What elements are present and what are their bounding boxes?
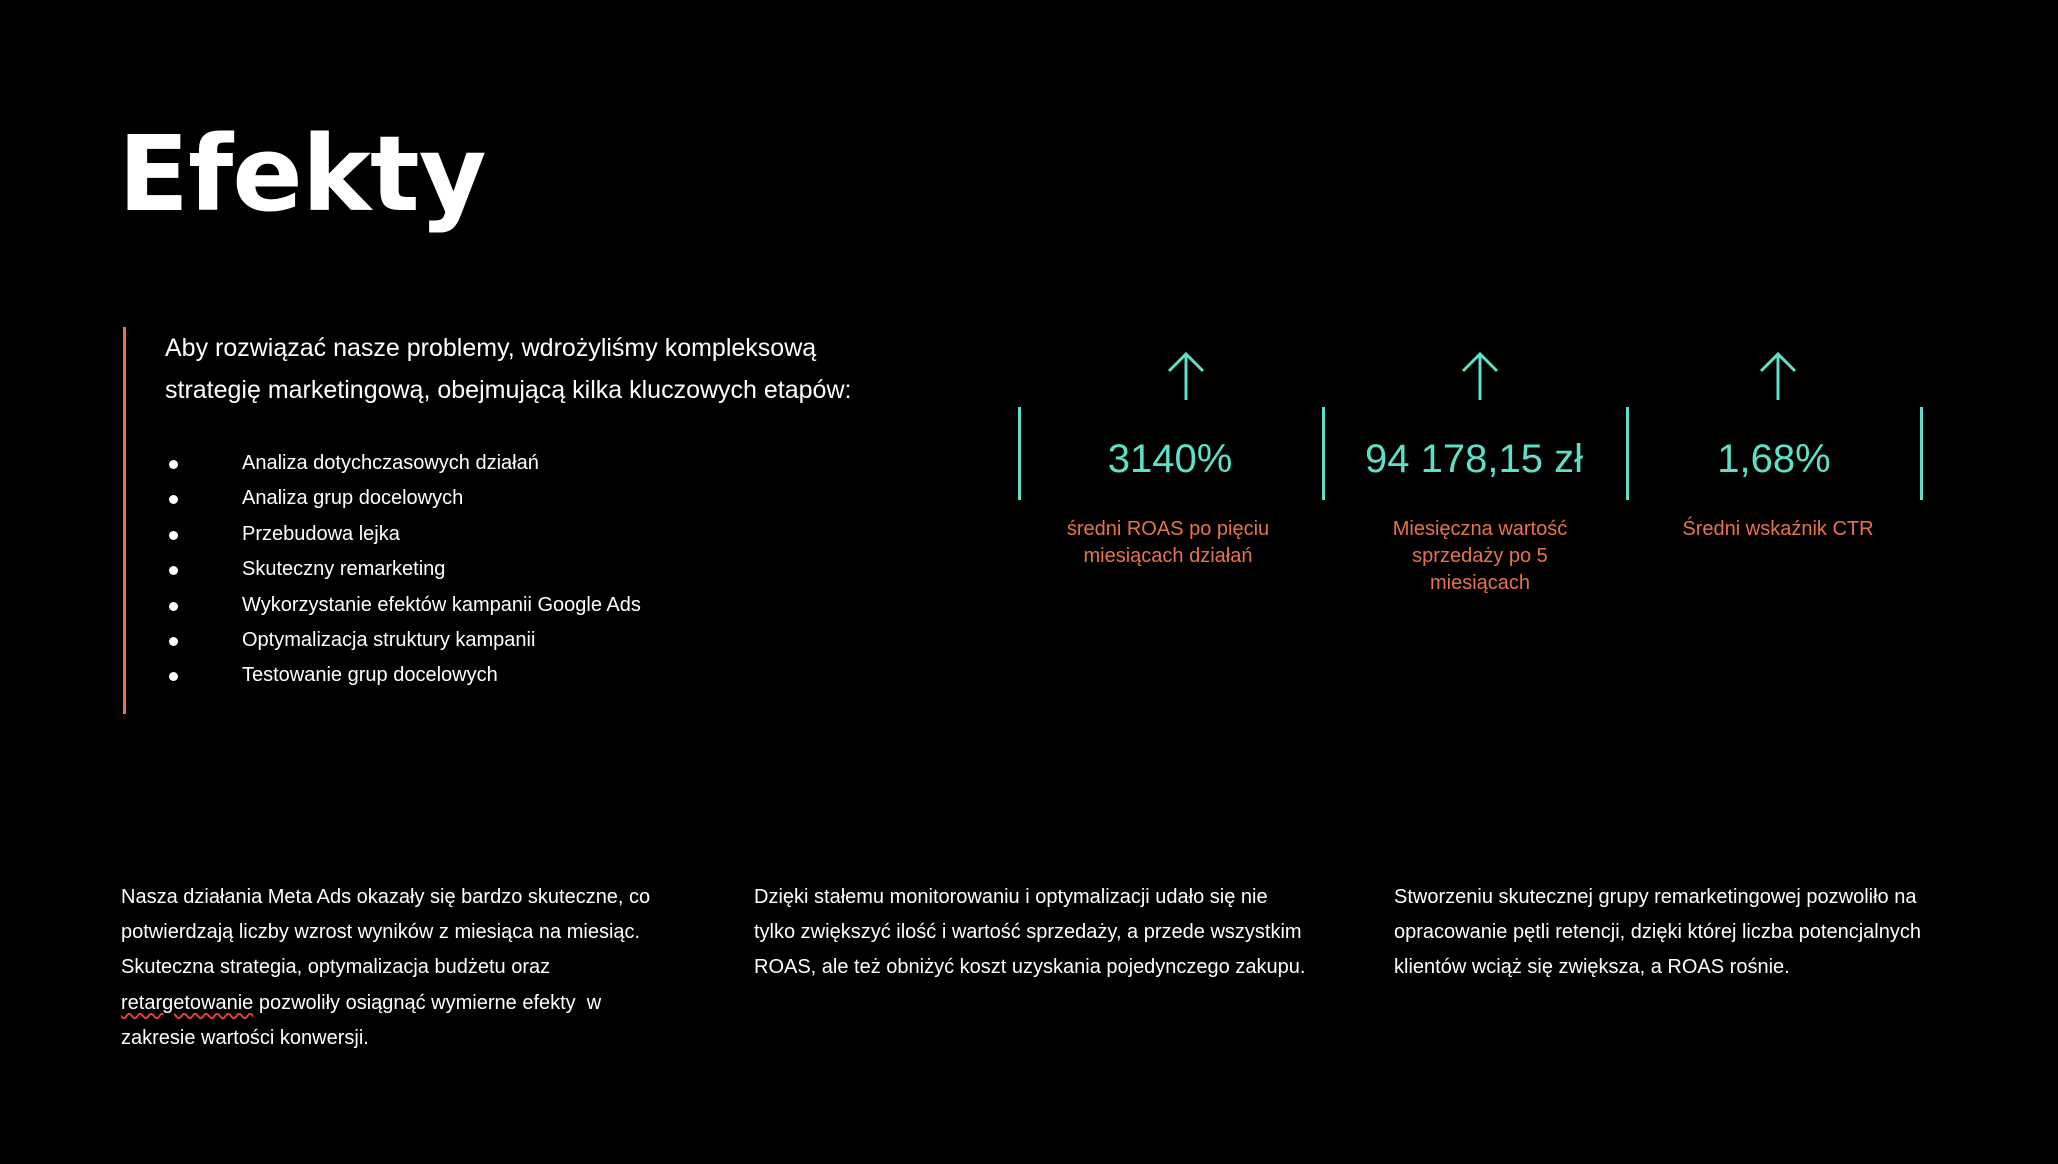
text-line: potwierdzają liczby wzrost wyników z miesiąca na miesiąc. [121,921,641,944]
text-line: Stworzeniu skutecznej grupy remarketingowej pozwoliło na [1394,886,1917,908]
stat-label-line: średni ROAS po pięciu [1066,518,1270,540]
bullet-icon [169,495,178,504]
stat-label-sales [1354,516,1606,597]
stat-label-line: Miesięczna wartość [1392,518,1568,540]
summary-meta-ads [121,880,721,1056]
text-line: tylko zwiększyć ilość i wartość sprzedaży, a przede wszystkim [754,921,1302,944]
text-line: Nasza działania Meta Ads okazały się bardzo skuteczne, co [121,886,651,908]
list-item [169,588,641,623]
steps-list [169,446,641,694]
bullet-icon [169,672,178,681]
list-item [169,552,641,587]
bullet-icon [169,566,178,575]
summary-monitoring [754,880,1354,986]
stat-value-ctr: 1,68% [1717,437,1831,481]
spellcheck-word: retargetowanie [121,991,254,1014]
arrow-up-icon [1758,350,1798,400]
list-item [169,446,641,481]
text-line: klientów wciąż się zwiększa, a ROAS rośnie. [1394,956,1790,979]
text-line: Dzięki stałemu monitorowaniu i optymalizacji udało się nie [754,886,1268,908]
bullet-icon [169,531,178,540]
list-item [169,517,641,552]
strategy-section [123,327,886,714]
step-label: Przebudowa lejka [242,522,400,545]
text-line: ROAS, ale też obniżyć koszt uzyskania pojedynczego zakupu. [754,956,1306,979]
text-line: pozwoliły osiągnąć wymierne efekty w [253,991,602,1014]
stat-label-line: sprzedaży po 5 [1412,545,1548,567]
stat-label-line: miesiącach działań [1083,545,1253,567]
step-label: Analiza grup docelowych [242,487,464,510]
stat-label-ctr [1638,516,1918,543]
stat-label-line: Średni wskaźnik CTR [1682,518,1874,540]
step-label: Wykorzystanie efektów kampanii Google Ads [242,593,641,616]
stat-label-line: miesiącach [1429,572,1531,594]
text-line: Skuteczna strategia, optymalizacja budżetu oraz [121,956,551,979]
intro-line-1: Aby rozwiązać nasze problemy, wdrożyliśmy kompleksową [165,334,817,362]
bullet-icon [169,602,178,611]
step-label: Optymalizacja struktury kampanii [242,628,536,651]
list-item [169,623,641,658]
arrow-up-icon [1460,350,1500,400]
stats-panel [1018,350,1922,610]
text-line: opracowanie pętli retencji, dzięki której liczba potencjalnych [1394,921,1921,944]
step-label: Testowanie grup docelowych [242,664,498,687]
text-line: zakresie wartości konwersji. [121,1026,369,1049]
stat-value-roas: 3140% [1107,437,1233,481]
step-label: Analiza dotychczasowych działań [242,452,539,474]
bullet-icon [169,460,178,469]
arrow-up-icon [1166,350,1206,400]
summary-remarketing [1394,880,2014,986]
step-label: Skuteczny remarketing [242,558,446,581]
list-item [169,658,641,693]
stat-value-sales: 94 178,15 zł [1365,437,1583,481]
stat-label-roas [1040,516,1296,570]
list-item [169,481,641,516]
page-title: Efekty [118,113,486,235]
intro-line-2: strategię marketingową, obejmującą kilka kluczowych etapów: [165,376,852,404]
intro-text [165,327,885,411]
bullet-icon [169,637,178,646]
